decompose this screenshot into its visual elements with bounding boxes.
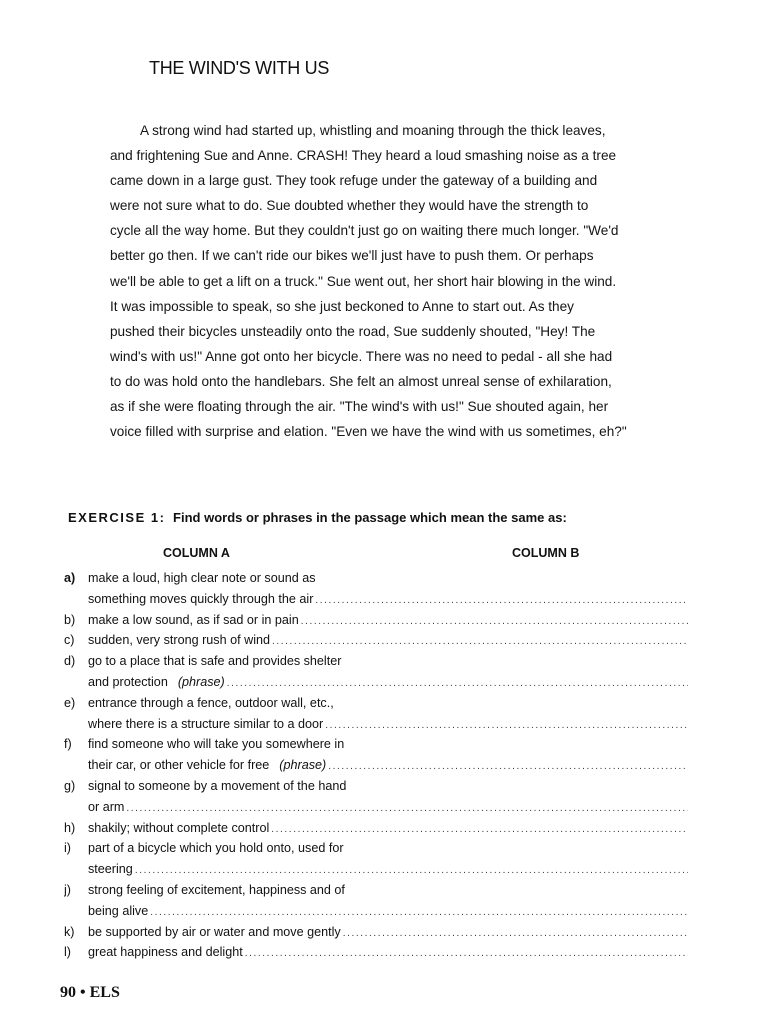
item-definition: their car, or other vehicle for free	[88, 758, 270, 773]
exercise-item	[64, 922, 688, 943]
exercise-instruction: Find words or phrases in the passage which mean the same as:	[173, 510, 567, 525]
exercise-item	[64, 838, 688, 880]
item-definition: signal to someone by a movement of the hand	[88, 778, 347, 793]
exercise-item-line	[64, 734, 688, 755]
item-definition: or arm	[88, 799, 125, 814]
exercise-item	[64, 651, 688, 693]
exercise-item-line	[64, 922, 688, 943]
item-letter: g)	[64, 778, 76, 793]
passage-line: wind's with us!" Anne got onto her bicycle. There was no need to pedal - all she had	[110, 348, 613, 364]
answer-blank[interactable]	[315, 591, 688, 610]
item-definition: shakily; without complete control	[88, 820, 270, 835]
passage-line: pushed their bicycles unsteadily onto the road, Sue suddenly shouted, "Hey! The	[110, 323, 596, 339]
exercise-item-line	[64, 880, 688, 901]
answer-blank[interactable]	[150, 903, 688, 922]
item-definition: steering	[88, 862, 133, 877]
item-letter: f)	[64, 737, 72, 752]
page-title: THE WIND'S WITH US	[149, 58, 330, 78]
exercise-item-line	[64, 859, 688, 880]
exercise-item-line	[64, 672, 688, 693]
item-letter: b)	[64, 612, 76, 627]
item-letter: h)	[64, 820, 76, 835]
exercise-item-line	[64, 797, 688, 818]
passage-line: A strong wind had started up, whistling and moaning through the thick leaves,	[140, 123, 606, 138]
column-a-header: COLUMN A	[163, 546, 230, 560]
exercise-item	[64, 693, 688, 735]
exercise-item-line	[64, 818, 688, 839]
passage-line: were not sure what to do. Sue doubted whether they would have the strength to	[110, 198, 589, 214]
phrase-hint: (phrase)	[177, 674, 225, 689]
exercise-item	[64, 610, 688, 631]
item-letter: c)	[64, 633, 75, 648]
exercise-item-line	[64, 942, 688, 963]
exercise-item	[64, 776, 688, 818]
passage-line: voice filled with surprise and elation. "Even we have the wind with us sometimes, eh?"	[110, 424, 627, 440]
exercise-item	[64, 734, 688, 776]
passage-line: we'll be able to get a lift on a truck." Sue went out, her short hair blowing in the wind.	[110, 273, 617, 289]
reading-passage	[110, 118, 686, 444]
answer-blank[interactable]	[271, 820, 688, 839]
item-letter: i)	[64, 841, 71, 856]
item-definition: strong feeling of excitement, happiness and of	[88, 882, 345, 897]
exercise-item-line	[64, 755, 688, 776]
exercise-items	[64, 568, 688, 963]
item-letter: j)	[64, 882, 71, 897]
item-definition: sudden, very strong rush of wind	[88, 633, 271, 648]
answer-blank[interactable]	[343, 924, 688, 943]
answer-blank[interactable]	[272, 632, 688, 651]
item-definition: make a low sound, as if sad or in pain	[88, 612, 299, 627]
exercise-item-line	[64, 901, 688, 922]
answer-blank[interactable]	[328, 757, 688, 776]
item-letter: a)	[64, 571, 76, 585]
item-letter: k)	[64, 924, 75, 939]
exercise-item-line	[64, 651, 688, 672]
item-definition: and protection	[88, 674, 168, 689]
passage-line: cycle all the way home. But they couldn't just go on waiting there much longer. "We'd	[110, 223, 619, 239]
answer-blank[interactable]	[325, 716, 688, 735]
answer-blank[interactable]	[126, 799, 688, 818]
item-definition: be supported by air or water and move gently	[88, 924, 341, 939]
item-definition: something moves quickly through the air	[88, 591, 314, 606]
exercise-item-line	[64, 589, 688, 610]
item-definition: make a loud, high clear note or sound as	[88, 571, 316, 585]
item-definition: where there is a structure similar to a door	[88, 716, 324, 731]
exercise-item	[64, 568, 688, 610]
item-definition: being alive	[88, 903, 149, 918]
passage-line: to do was hold onto the handlebars. She felt an almost unreal sense of exhilaration,	[110, 373, 612, 389]
item-letter: d)	[64, 654, 76, 669]
exercise-item	[64, 880, 688, 922]
exercise-item	[64, 942, 688, 963]
exercise-item-line	[64, 838, 688, 859]
answer-blank[interactable]	[245, 944, 688, 963]
passage-line: as if she were floating through the air. "The wind's with us!" Sue shouted again, her	[110, 399, 609, 415]
exercise-item-line	[64, 610, 688, 631]
item-definition: entrance through a fence, outdoor wall, etc.,	[88, 695, 334, 710]
answer-blank[interactable]	[301, 612, 688, 631]
exercise-label: EXERCISE 1:	[68, 510, 166, 525]
answer-blank[interactable]	[227, 674, 688, 693]
passage-line: and frightening Sue and Anne. CRASH! They heard a loud smashing noise as a tree	[110, 148, 617, 164]
passage-line: better go then. If we can't ride our bikes we'll just have to push them. Or perhaps	[110, 248, 594, 264]
exercise-item-line	[64, 714, 688, 735]
exercise-item-line	[64, 630, 688, 651]
exercise-item-line	[64, 568, 688, 589]
phrase-hint: (phrase)	[279, 758, 327, 773]
item-letter: l)	[64, 945, 71, 960]
passage-line: It was impossible to speak, so she just beckoned to Anne to start out. As they	[110, 298, 574, 314]
item-letter: e)	[64, 695, 76, 710]
item-definition: great happiness and delight	[88, 945, 243, 960]
exercise-item-line	[64, 776, 688, 797]
page-footer: 90 • ELS	[60, 984, 120, 1001]
exercise-item	[64, 818, 688, 839]
passage-line: came down in a large gust. They took refuge under the gateway of a building and	[110, 173, 598, 189]
exercise-item-line	[64, 693, 688, 714]
item-definition: part of a bicycle which you hold onto, used for	[88, 841, 344, 856]
answer-blank[interactable]	[135, 861, 688, 880]
exercise-heading	[68, 510, 567, 525]
item-definition: find someone who will take you somewhere in	[88, 737, 345, 752]
exercise-item	[64, 630, 688, 651]
column-b-header: COLUMN B	[512, 546, 580, 560]
item-definition: go to a place that is safe and provides shelter	[88, 654, 342, 669]
